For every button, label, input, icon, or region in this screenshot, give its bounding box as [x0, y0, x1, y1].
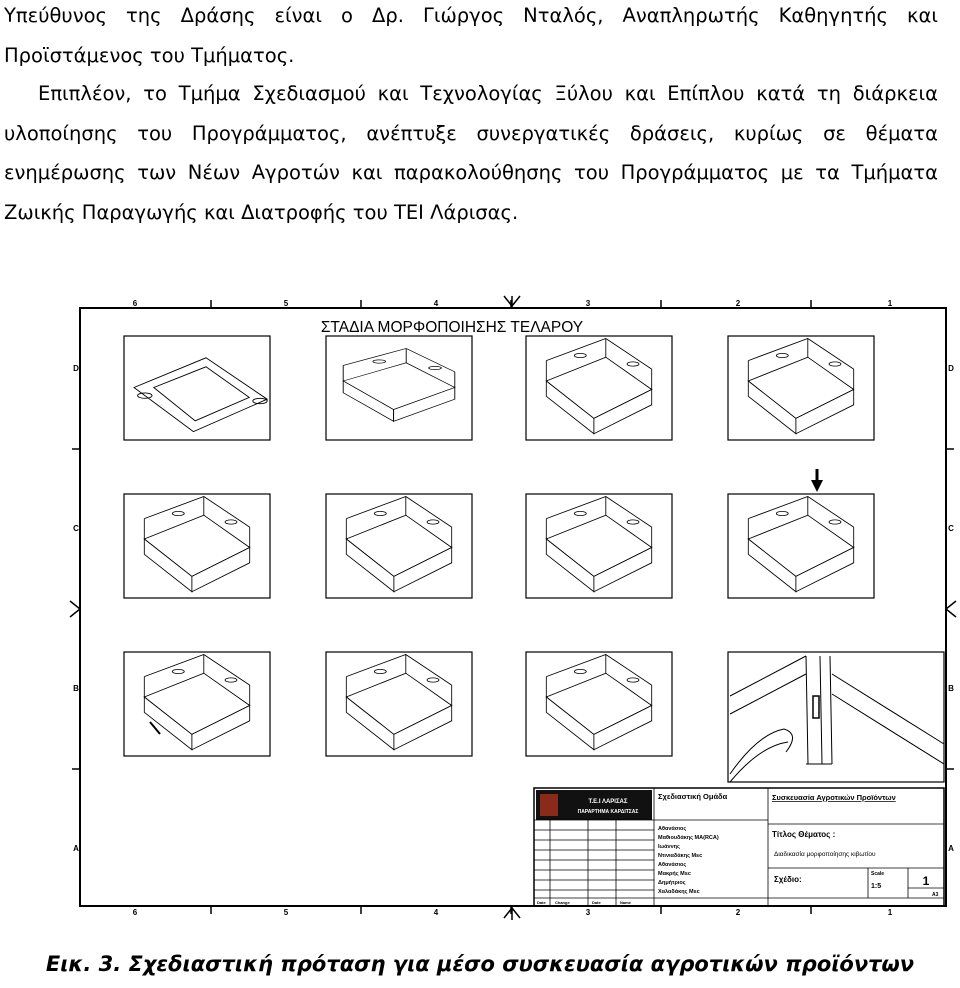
column-marker: 1 — [887, 908, 893, 917]
row-marker: A — [948, 844, 954, 853]
row-marker: B — [948, 684, 954, 693]
corner-detail-view — [728, 652, 944, 782]
revision-header: Date — [592, 900, 601, 905]
drawing-title: ΣΤΑΔΙΑ ΜΟΡΦΟΠΟΙΗΣΗΣ ΤΕΛΑΡΟΥ — [320, 319, 584, 336]
paragraph-responsible — [4, 0, 938, 75]
institution-name: Τ.Ε.Ι ΛΑΡΙΣΑΣ — [588, 799, 628, 805]
design-team-label: Σχεδιαστική Ομάδα — [658, 792, 728, 801]
text-line: Υπεύθυνος της Δράσης είναι ο Δρ. Γιώργος Νταλός, Αναπληρωτής Καθηγητής και — [4, 4, 938, 27]
column-marker: 3 — [585, 908, 591, 917]
row-marker: D — [73, 364, 79, 373]
subject-value: Διαδικασία μορφοποίησης κιβωτίου — [774, 851, 876, 858]
column-marker: 2 — [735, 299, 741, 308]
column-marker: 6 — [132, 299, 138, 308]
text-line: Ζωικής Παραγωγής και Διατροφής του ΤΕΙ Λάρισας. — [4, 200, 519, 224]
revision-header: Change — [555, 900, 570, 905]
stage-panel — [728, 336, 874, 440]
column-marker: 3 — [585, 299, 591, 308]
column-marker: 2 — [735, 908, 741, 917]
column-marker: 4 — [433, 299, 439, 308]
row-marker: A — [73, 844, 79, 853]
stage-panel — [728, 494, 874, 598]
stage-panel — [526, 494, 672, 598]
paragraph-collaboration — [4, 74, 938, 232]
row-marker: D — [948, 364, 954, 373]
paper-size: A3 — [932, 892, 939, 898]
subject-label: Τίτλος Θέματος : — [772, 830, 836, 839]
column-marker: 5 — [283, 908, 289, 917]
row-marker: C — [948, 524, 954, 533]
stage-panel — [124, 652, 270, 756]
project-label: Συσκευασία Αγροτικών Προϊόντων — [772, 793, 896, 802]
stage-panel — [326, 652, 472, 756]
text-line: υλοποίησης του Προγράμματος, ανέπτυξε συνεργατικές δράσεις, κυρίως σε θέματα — [4, 121, 938, 145]
team-member: Ντινιαδάκης Msc — [658, 853, 703, 859]
institution-logo — [540, 794, 558, 816]
revision-header: Name — [620, 900, 631, 905]
stage-panel — [124, 494, 270, 598]
row-marker: B — [73, 684, 79, 693]
stage-panel — [326, 494, 472, 598]
arrow-down-icon — [811, 469, 823, 492]
team-member: Δημήτριος — [658, 880, 686, 886]
row-marker: C — [73, 524, 79, 533]
team-member: Μαθιουδάκης MA(RCA) — [658, 835, 719, 841]
scale-value: 1:5 — [871, 883, 882, 890]
drawing-label: Σχέδιο: — [774, 875, 802, 884]
sheet-number: 1 — [922, 874, 930, 888]
text-line: ενημέρωσης των Νέων Αγροτών και παρακολούθησης του Προγράμματος με τα Τμήματα — [4, 161, 938, 184]
title-block — [534, 788, 944, 906]
text-line: Προϊστάμενος του Τμήματος. — [4, 43, 295, 67]
column-marker: 6 — [132, 908, 138, 917]
column-marker: 1 — [887, 299, 893, 308]
stage-panel — [526, 336, 672, 440]
revision-header: Date — [537, 900, 546, 905]
column-marker: 5 — [283, 299, 289, 308]
column-marker: 4 — [433, 908, 439, 917]
scale-label: Scale — [871, 871, 885, 877]
team-member: Αθανάσιος — [658, 826, 687, 832]
figure-caption: Εικ. 3. Σχεδιαστική πρόταση για μέσο συσκευασία αγροτικών προϊόντων — [45, 952, 915, 976]
institution-branch: ΠΑΡΑΡΤΗΜΑ ΚΑΡΔΙΤΣΑΣ — [577, 809, 639, 815]
stage-panel — [326, 336, 472, 440]
stage-panel — [526, 652, 672, 756]
stage-panel — [124, 336, 270, 440]
team-member: Μακρής Msc — [658, 871, 691, 877]
team-member: Ιωάννης — [658, 844, 680, 850]
technical-drawing-sheet — [68, 294, 960, 924]
team-member: Χαλαδάκης Msc — [658, 889, 700, 895]
team-member: Αθανάσιος — [658, 862, 687, 868]
text-line: Επιπλέον, το Τμήμα Σχεδιασμού και Τεχνολογίας Ξύλου και Επίπλου κατά τη διάρκεια — [38, 82, 938, 105]
